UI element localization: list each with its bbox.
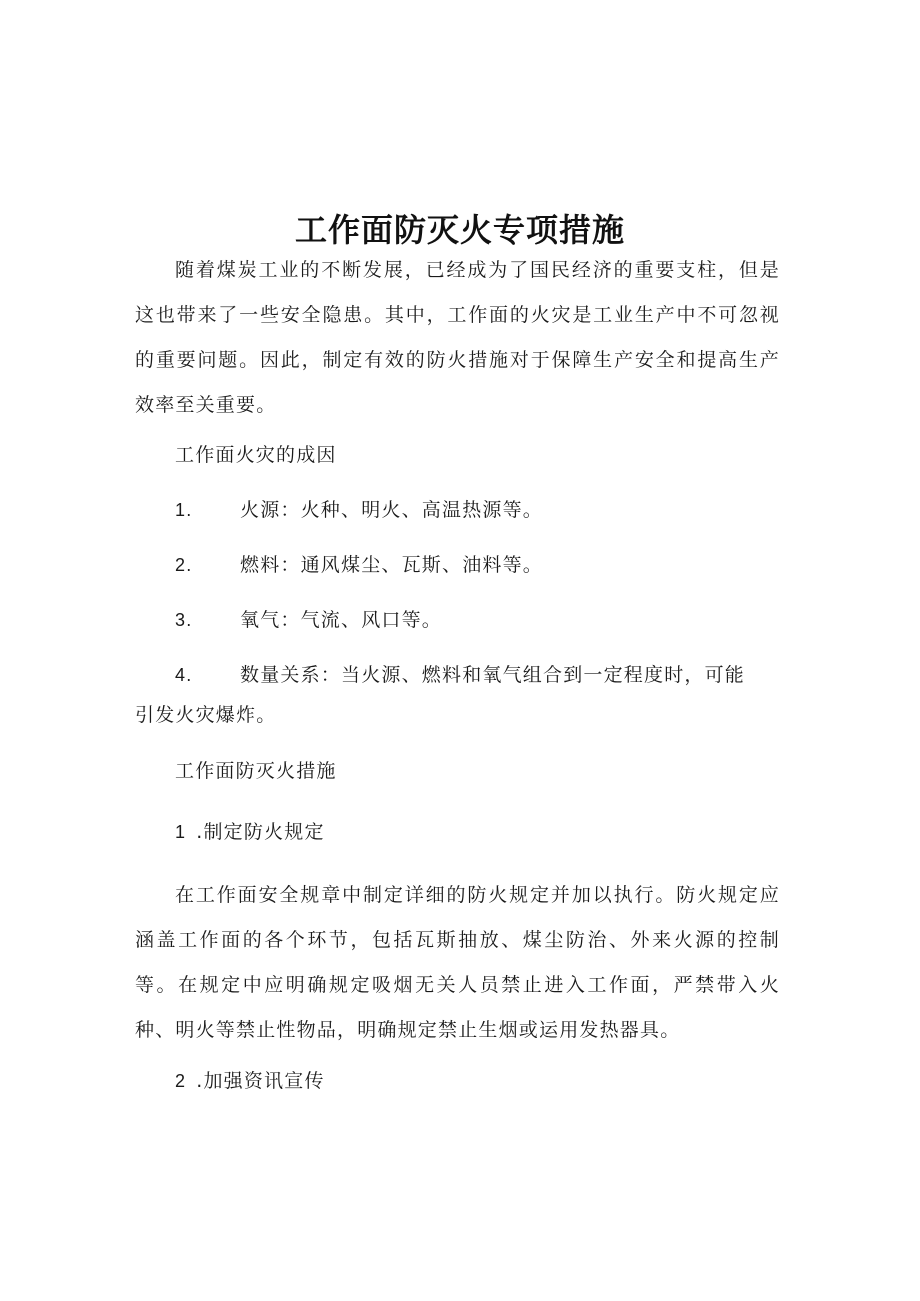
list-text: 氧气：气流、风口等。 [240,609,443,631]
subsection-label: .制定防火规定 [196,821,325,843]
list-number: 2. [175,555,193,575]
list-text: 燃料：通风煤尘、瓦斯、油料等。 [240,554,544,576]
list-number: 1. [175,500,193,520]
list-item [135,600,780,640]
list-number: 3. [175,610,193,630]
subsection-number: 1 [175,822,187,842]
list-item [135,545,780,585]
document-title: 工作面防灭火专项措施 [294,211,625,249]
list-text-continuation: 引发火灾爆炸。 [135,704,277,726]
subsection-heading-1 [175,817,325,847]
list-text: 数量关系：当火源、燃料和氧气组合到一定程度时，可能 [240,664,746,686]
intro-paragraph: 随着煤炭工业的不断发展，已经成为了国民经济的重要支柱，但是这也带来了一些安全隐患。其中，工作面的火灾是工业生产中不可忽视的重要问题。因此，制定有效的防火措施对于保障生产安全和提高生产效率至关重要。 [135,259,780,416]
list-number: 4. [175,665,193,685]
subsection-number: 2 [175,1071,187,1091]
subsection-label: .加强资讯宣传 [196,1070,325,1092]
list-text: 火源：火种、明火、高温热源等。 [240,499,544,521]
rules-paragraph: 在工作面安全规章中制定详细的防火规定并加以执行。防火规定应涵盖工作面的各个环节，包括瓦斯抽放、煤尘防治、外来火源的控制等。在规定中应明确规定吸烟无关人员禁止进入工作面，严禁带入火种、明火等禁止性物品，明确规定禁止生烟或运用发热器具。 [135,884,780,1041]
subsection-heading-2 [175,1066,325,1096]
section-heading-measures: 工作面防灭火措施 [175,760,337,782]
list-item [135,490,780,530]
list-item [135,655,780,735]
section-heading-causes: 工作面火灾的成因 [175,444,337,466]
